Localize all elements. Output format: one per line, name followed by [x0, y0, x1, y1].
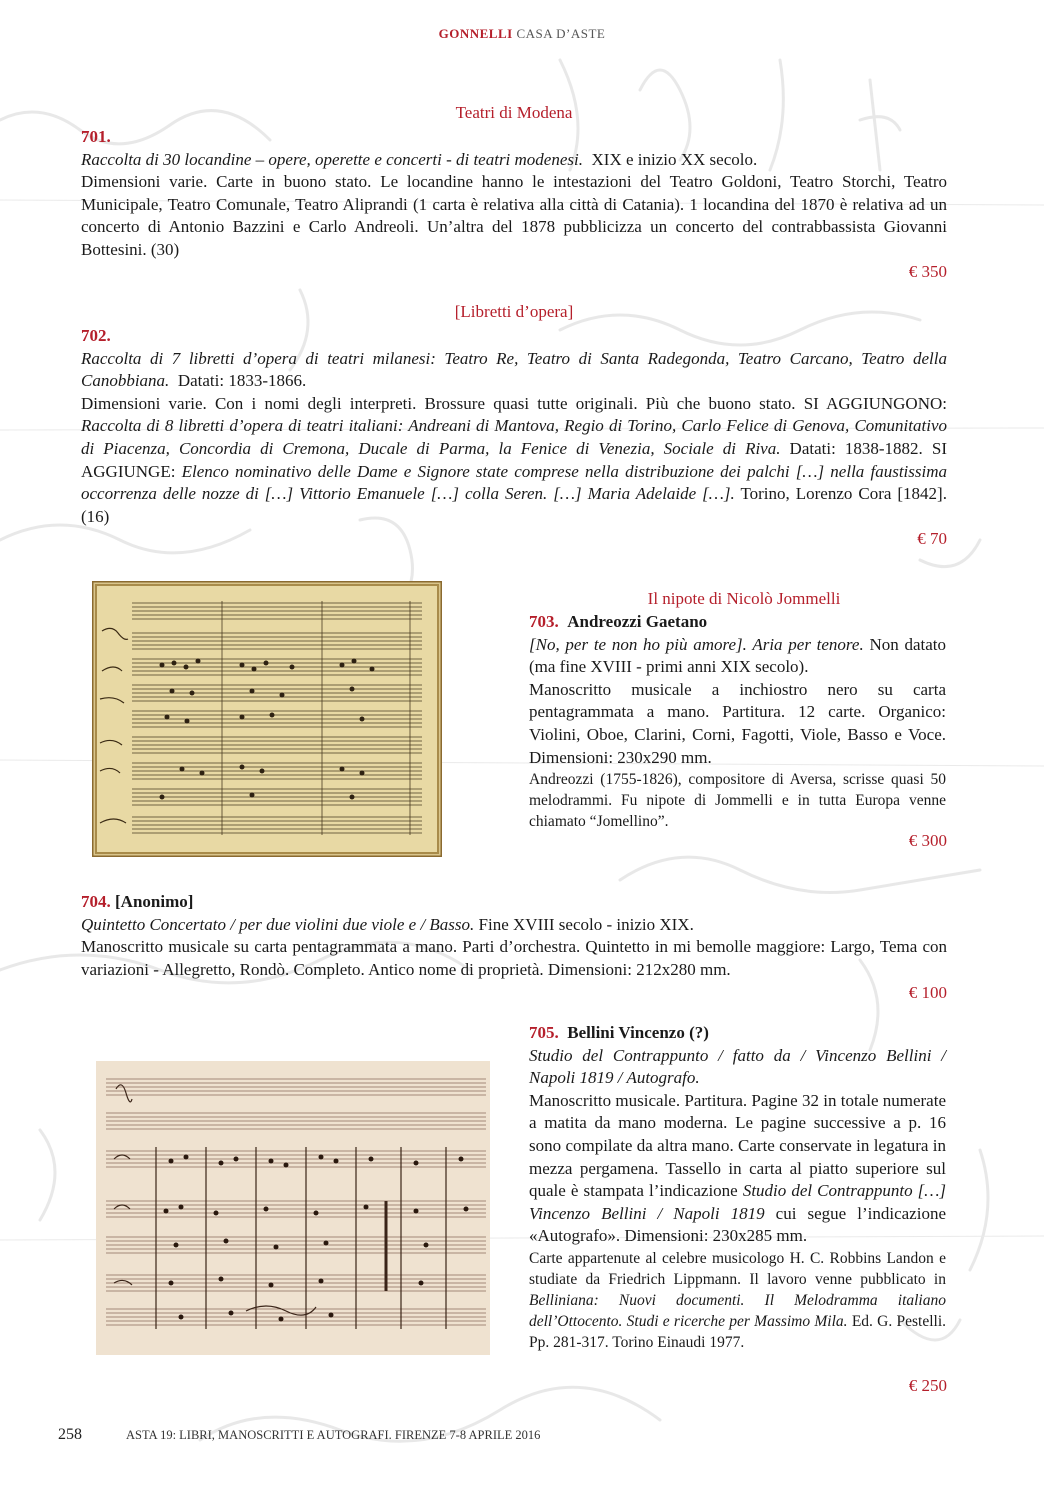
lot-701-description: Dimensioni varie. Carte in buono stato. Le locandine hanno le intestazioni del Teatro Goldoni, Teatro Storchi, Teatro Municipale, Teatro Comunale, Teatro Aliprandi (1 carta è relativa alla città di Catania). 1 locandina del 1870 è relativa ad un concerto di Antonio Bazzini e Carlo Andreoli. Un’altra del 1878 pubblicizza un concerto del contrabbassista Giovanni Bottesini. (30) — [81, 172, 947, 259]
header-brand: GONNELLI — [438, 26, 513, 41]
page-header — [0, 26, 1044, 42]
lot-705-number: 705. — [529, 1023, 559, 1042]
lot-703-title: [No, per te non ho più amore]. Aria per tenore. — [529, 634, 864, 654]
lot-701-number: 701. — [81, 127, 111, 146]
lot-701-price: € 350 — [908, 262, 947, 281]
lot-703-description: Manoscritto musicale a inchiostro nero su carta pentagrammata a mano. Partitura. 12 carte. Organico: Violini, Oboe, Clarini, Corni, Fagotti, Viole, Basso e Voce. Dimensioni: 230x290 mm. — [529, 679, 946, 767]
lot-702-desc-a: Dimensioni varie. Con i nomi degli interpreti. Brossure quasi tutte originali. Più che buono stato. SI AGGIUNGONO: — [81, 393, 947, 413]
lot-702-desc-d: Elenco nominativo delle Dame e Signore state comprese nella distribuzione dei palchi […] nella faustissima occorrenza delle nozze di […] Vittorio Emanuele […] colla Seren. […] Maria Adelaide […]. — [81, 461, 948, 504]
page-footer — [58, 1426, 540, 1444]
lot-702-title: Raccolta di 7 libretti d’opera di teatri milanesi: Teatro Re, Teatro di Santa Radegonda, Teatro Carcano, Teatro della Canobbiana. — [81, 348, 947, 391]
lot-703-author: Andreozzi Gaetano — [567, 612, 708, 631]
lot-703-note: Andreozzi (1755-1826), compositore di Aversa, scrisse quasi 50 melodrammi. Fu nipote di Jommelli e in tutta Europa venne chiamato “Jomellino”. — [529, 771, 946, 831]
lot-702-price: € 70 — [917, 529, 947, 548]
lot-703-date: Non datato (ma fine XVIII - primi anni XIX secolo). — [529, 634, 946, 677]
lot-705-author: Bellini Vincenzo (?) — [567, 1023, 709, 1042]
lot-702 — [81, 325, 947, 528]
lot-705-desc-b: Studio del Contrappunto […] Vincenzo Bellini / Napoli 1819 — [529, 1181, 946, 1223]
lot-701 — [81, 126, 947, 262]
lot-701-section-title: Teatri di Modena — [455, 103, 573, 122]
lot-704-author: [Anonimo] — [115, 892, 194, 911]
lot-703-price: € 300 — [908, 831, 947, 850]
lot-705-note-b: Belliniana: Nuovi documenti. Il Melodramma italiano dell’Ottocento. Studi e ricerche per Massimo Mila. — [529, 1291, 946, 1330]
lot-702-desc-e: Torino, Lorenzo Cora [1842]. (16) — [81, 484, 947, 526]
lot-702-desc-c: Datati: 1838-1882. SI AGGIUNGE: — [81, 438, 947, 481]
lot-702-number: 702. — [81, 326, 111, 345]
header-subtitle: CASA D’ASTE — [516, 26, 606, 41]
lot-705-title: Studio del Contrappunto / fatto da / Vincenzo Bellini / Napoli 1819 / Autografo. — [529, 1045, 946, 1088]
lot-701-date: XIX e inizio XX secolo. — [591, 149, 758, 169]
lot-703 — [529, 611, 946, 832]
lot-705-manuscript-image — [96, 1061, 490, 1355]
lot-702-section-title: [Libretti d’opera] — [454, 302, 574, 321]
lot-705-desc-a: Manoscritto musicale. Partitura. Pagine 32 in totale numerate a matita da mano moderna. Le pagine successive a p. 16 sono compilate da altra mano. Carte conservate in legatura in mezza pergamena. Tassello in carta al piatto superiore sul quale è stampata l’indicazione — [529, 1090, 946, 1201]
lot-703-number: 703. — [529, 612, 559, 631]
lot-702-date: Datati: 1833-1866. — [177, 371, 307, 391]
lot-704-price: € 100 — [908, 983, 947, 1002]
lot-704-number: 704. — [81, 892, 111, 911]
lot-705-price: € 250 — [908, 1376, 947, 1395]
lot-701-title: Raccolta di 30 locandine – opere, operette e concerti - di teatri modenesi. — [81, 149, 583, 169]
lot-705-note-c: Ed. G. Pestelli. Pp. 281-317. Torino Einaudi 1977. — [529, 1312, 947, 1351]
lot-705-desc-c: cui segue l’indicazione «Autografo». Dimensioni: 230x285 mm. — [529, 1203, 946, 1246]
page-number: 258 — [58, 1426, 82, 1443]
footer-text: ASTA 19: LIBRI, MANOSCRITTI E AUTOGRAFI. FIRENZE 7-8 APRILE 2016 — [126, 1428, 541, 1442]
lot-705-note-a: Carte appartenute al celebre musicologo H. C. Robbins Landon e studiate da Friedrich Lippmann. Il lavoro venne pubblicato in — [529, 1249, 946, 1288]
lot-705 — [529, 1022, 946, 1353]
lot-704 — [81, 891, 947, 981]
lot-704-date: Fine XVIII secolo - inizio XIX. — [478, 914, 694, 934]
lot-703-section-title: Il nipote di Nicolò Jommelli — [647, 589, 841, 608]
lot-702-desc-b: Raccolta di 8 libretti d’opera di teatri italiani: Andreani di Mantova, Regio di Torino, Carlo Felice di Genova, Comunitativo di Piacenza, Concordia di Cremona, Ducale di Parma, la Fenice di Venezia, Sociale di Riva. — [81, 416, 947, 458]
lot-704-title: Quintetto Concertato / per due violini due viole e / Basso. — [81, 914, 475, 934]
lot-704-description: Manoscritto musicale su carta pentagrammata a mano. Parti d’orchestra. Quintetto in mi bemolle maggiore: Largo, Tema con variazioni - Allegretto, Rondò. Completo. Antico nome di proprietà. Dimensioni: 212x280 mm. — [81, 937, 947, 979]
lot-703-manuscript-image — [92, 581, 442, 857]
